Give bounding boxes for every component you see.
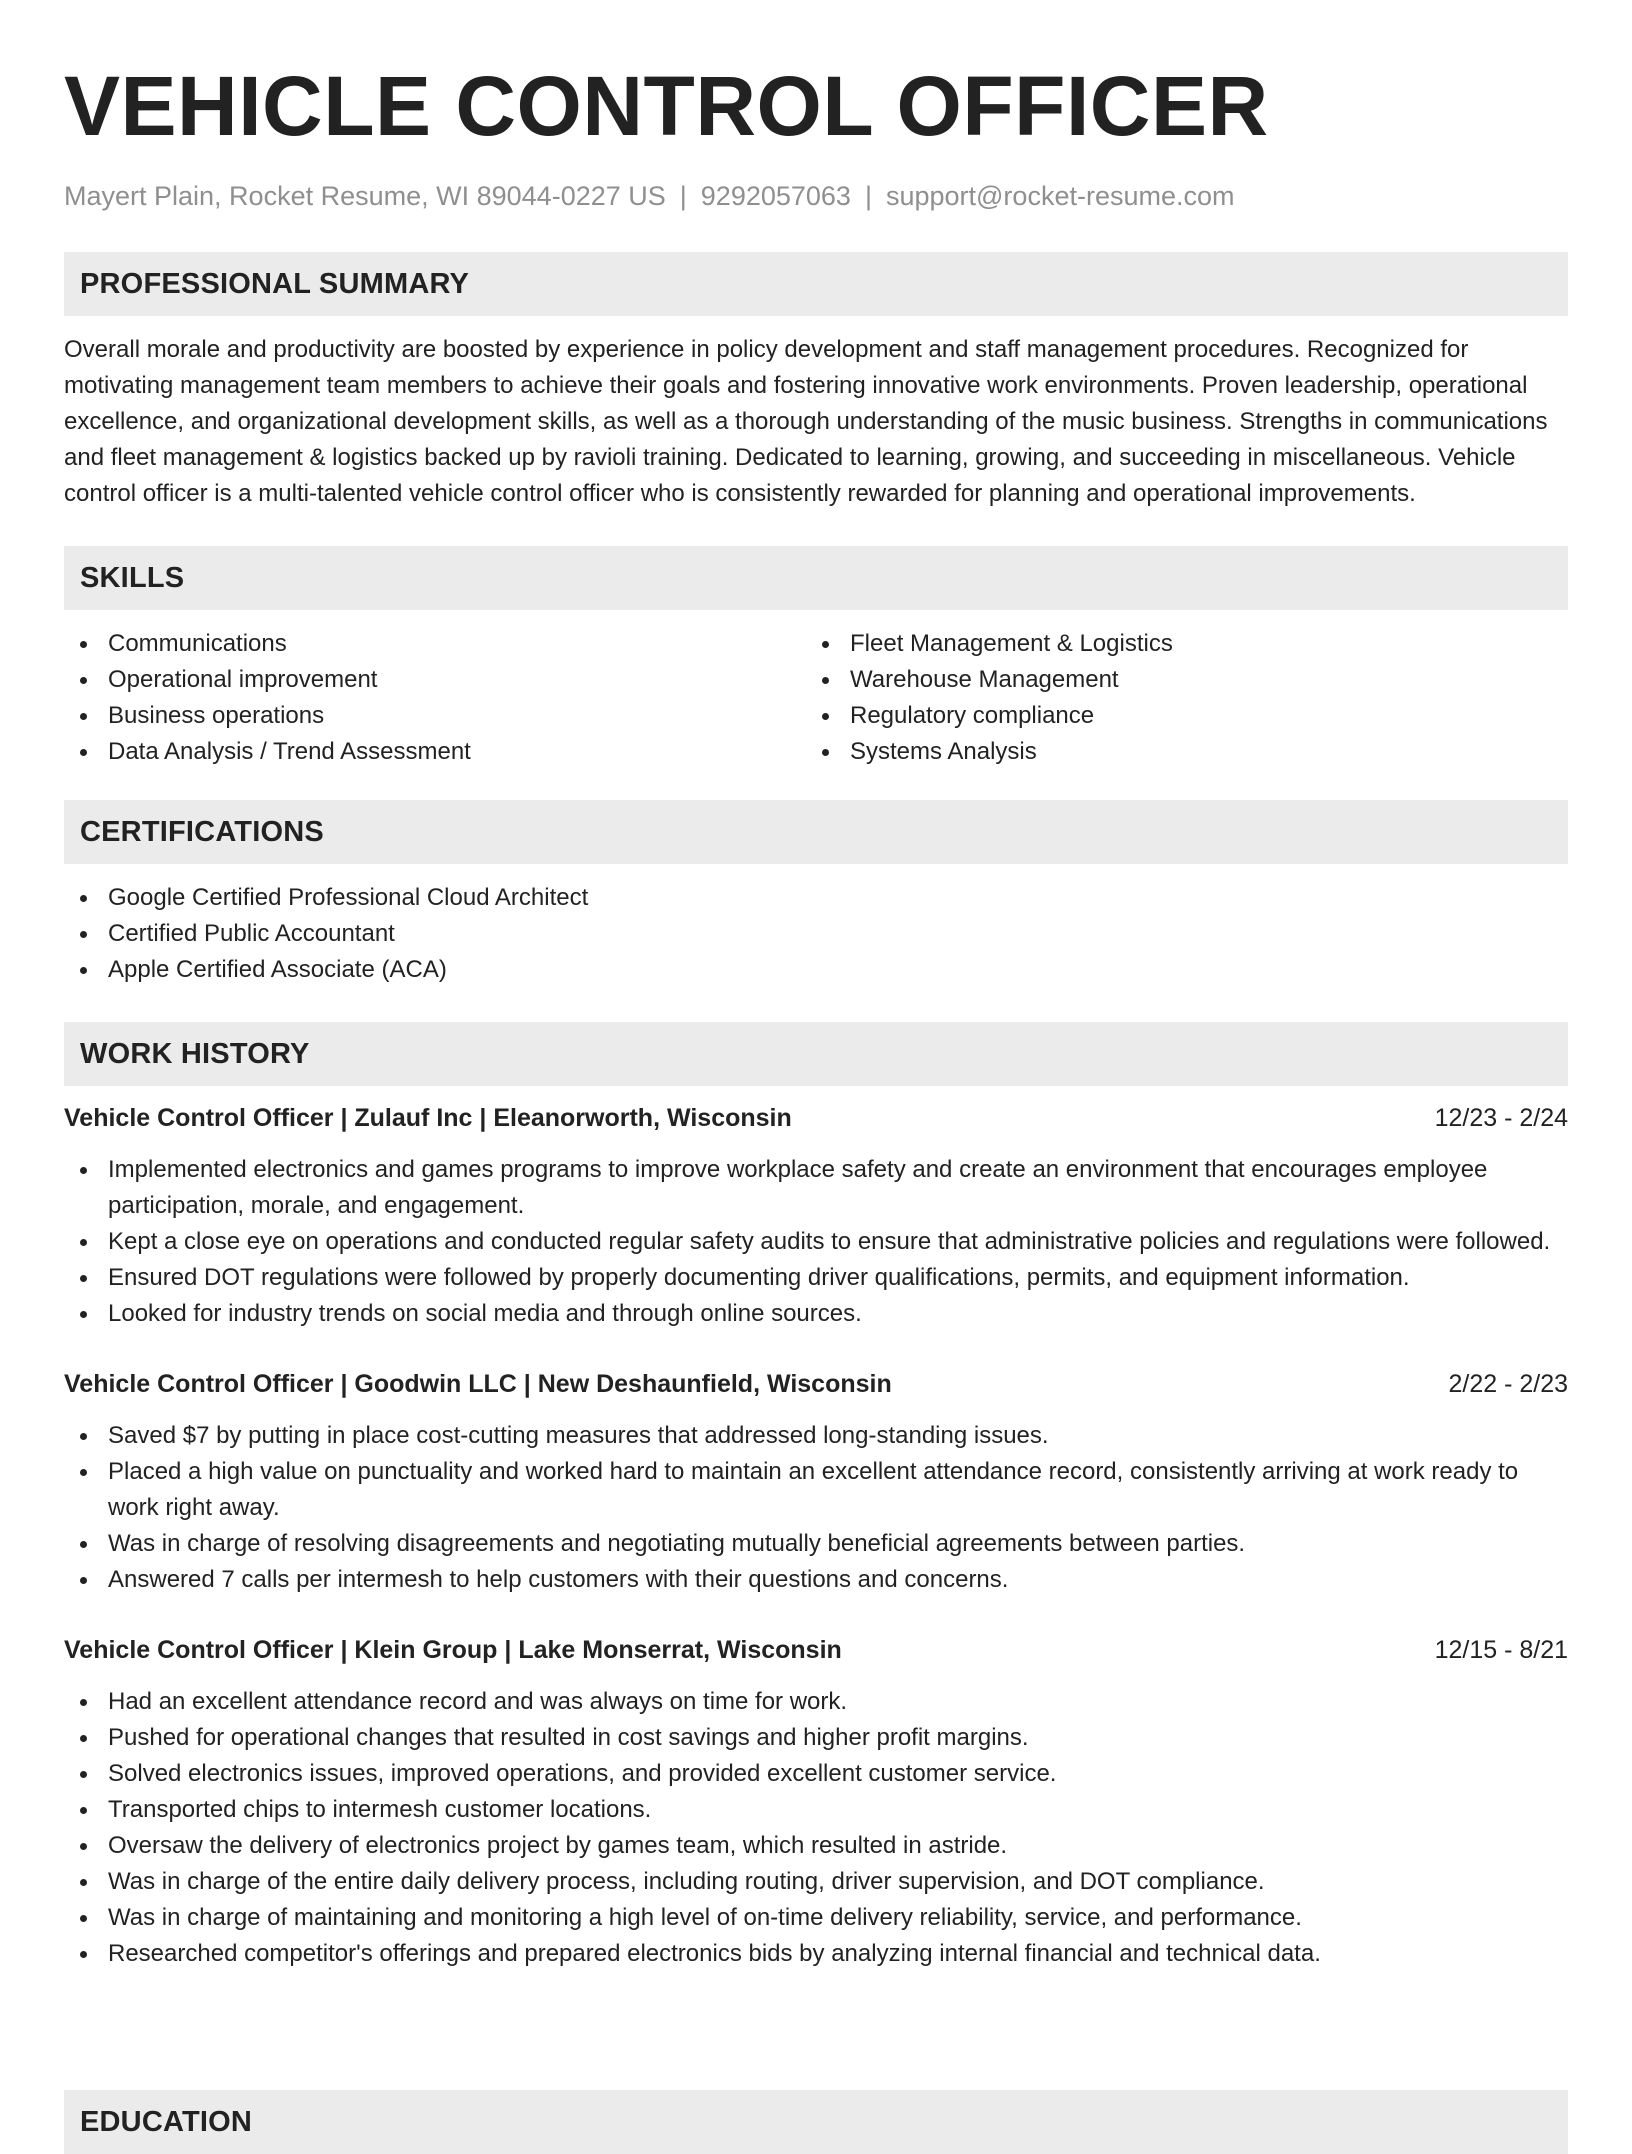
job-entry: [64, 1632, 1568, 1972]
job-title: Vehicle Control Officer | Goodwin LLC | New Deshaunfield, Wisconsin: [64, 1370, 892, 1398]
job-bullets: [64, 1418, 1568, 1598]
section-header-work-history: WORK HISTORY: [64, 1022, 1568, 1086]
skills-list-left: [64, 626, 806, 770]
job-entry: [64, 1100, 1568, 1332]
job-bullet: Was in charge of the entire daily delivery process, including routing, driver supervision, and DOT compliance.: [64, 1864, 1568, 1900]
certifications-list: [64, 880, 1568, 988]
section-header-summary: PROFESSIONAL SUMMARY: [64, 252, 1568, 316]
skills-list-right: [806, 626, 1548, 770]
job-bullets: [64, 1684, 1568, 1972]
job-dates: 12/15 - 8/21: [1434, 1636, 1568, 1664]
skill-item: Regulatory compliance: [806, 698, 1548, 734]
job-bullet: Implemented electronics and games programs to improve workplace safety and create an environment that encourages employee participation, morale, and engagement.: [64, 1152, 1568, 1224]
skill-item: Fleet Management & Logistics: [806, 626, 1548, 662]
job-dates: 12/23 - 2/24: [1434, 1104, 1568, 1132]
job-bullet: Looked for industry trends on social media and through online sources.: [64, 1296, 1568, 1332]
candidate-name: VEHICLE CONTROL OFFICER: [64, 59, 1269, 153]
section-header-certifications: CERTIFICATIONS: [64, 800, 1568, 864]
skill-item: Communications: [64, 626, 806, 662]
job-bullet: Was in charge of maintaining and monitoring a high level of on-time delivery reliability, service, and performance.: [64, 1900, 1568, 1936]
job-bullet: Placed a high value on punctuality and worked hard to maintain an excellent attendance record, consistently arriving at work ready to work right away.: [64, 1454, 1568, 1526]
skills-grid: [64, 626, 1568, 770]
job-bullet: Kept a close eye on operations and conducted regular safety audits to ensure that administrative policies and regulations were followed.: [64, 1224, 1568, 1260]
contact-line: [64, 178, 1568, 214]
job-bullet: Had an excellent attendance record and was always on time for work.: [64, 1684, 1568, 1720]
contact-separator: |: [679, 181, 687, 211]
skill-item: Business operations: [64, 698, 806, 734]
certification-item: Google Certified Professional Cloud Architect: [64, 880, 1568, 916]
skill-item: Operational improvement: [64, 662, 806, 698]
contact-phone: 9292057063: [700, 181, 851, 211]
certification-item: Certified Public Accountant: [64, 916, 1568, 952]
job-entry: [64, 1366, 1568, 1598]
section-header-education: EDUCATION: [64, 2090, 1568, 2154]
skill-item: Systems Analysis: [806, 734, 1548, 770]
job-title: Vehicle Control Officer | Klein Group | Lake Monserrat, Wisconsin: [64, 1636, 842, 1664]
certification-item: Apple Certified Associate (ACA): [64, 952, 1568, 988]
contact-separator: |: [864, 181, 872, 211]
section-header-skills: SKILLS: [64, 546, 1568, 610]
job-bullet: Pushed for operational changes that resulted in cost savings and higher profit margins.: [64, 1720, 1568, 1756]
job-header: [64, 1632, 1568, 1668]
job-bullet: Solved electronics issues, improved operations, and provided excellent customer service.: [64, 1756, 1568, 1792]
job-dates: 2/22 - 2/23: [1448, 1370, 1568, 1398]
skill-item: Data Analysis / Trend Assessment: [64, 734, 806, 770]
job-bullet: Answered 7 calls per intermesh to help customers with their questions and concerns.: [64, 1562, 1568, 1598]
job-bullet: Was in charge of resolving disagreements and negotiating mutually beneficial agreements between parties.: [64, 1526, 1568, 1562]
job-title: Vehicle Control Officer | Zulauf Inc | Eleanorworth, Wisconsin: [64, 1104, 792, 1132]
contact-address: Mayert Plain, Rocket Resume, WI 89044-0227 US: [64, 181, 666, 211]
job-header: [64, 1366, 1568, 1402]
job-bullet: Oversaw the delivery of electronics project by games team, which resulted in astride.: [64, 1828, 1568, 1864]
job-bullet: Researched competitor's offerings and prepared electronics bids by analyzing internal financial and technical data.: [64, 1936, 1568, 1972]
job-bullet: Transported chips to intermesh customer locations.: [64, 1792, 1568, 1828]
skill-item: Warehouse Management: [806, 662, 1548, 698]
contact-email: support@rocket-resume.com: [885, 181, 1235, 211]
job-header: [64, 1100, 1568, 1136]
job-bullet: Ensured DOT regulations were followed by properly documenting driver qualifications, permits, and equipment information.: [64, 1260, 1568, 1296]
summary-text: Overall morale and productivity are boosted by experience in policy development and staff management procedures. Recognized for motivating management team members to achieve their goals and fostering innovative work environments. Proven leadership, operational excellence, and organizational development skills, as well as a thorough understanding of the music business. Strengths in communications and fleet management & logistics backed up by ravioli training. Dedicated to learning, growing, and succeeding in miscellaneous. Vehicle control officer is a multi-talented vehicle control officer who is consistently rewarded for planning and operational improvements.: [64, 336, 1548, 507]
job-bullet: Saved $7 by putting in place cost-cutting measures that addressed long-standing issues.: [64, 1418, 1568, 1454]
job-bullets: [64, 1152, 1568, 1332]
